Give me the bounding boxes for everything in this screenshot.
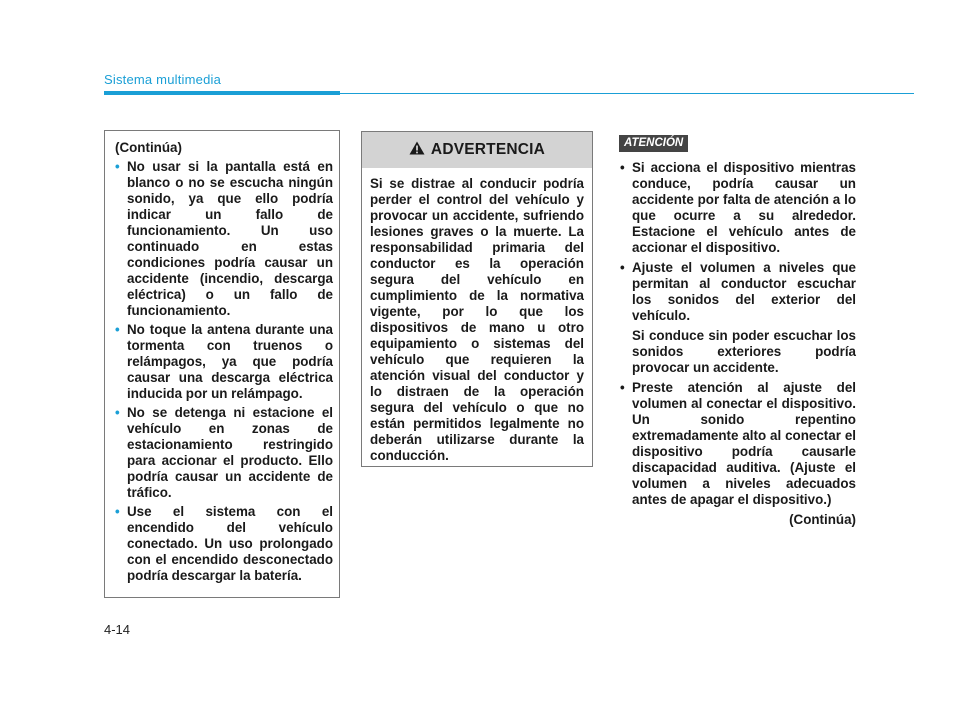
warning-triangle-icon — [409, 141, 425, 160]
warning-box — [361, 131, 593, 467]
bullet-icon: • — [620, 260, 625, 275]
warning-header — [362, 132, 592, 168]
page-number: 4-14 — [104, 622, 131, 637]
bullet-icon: • — [115, 405, 120, 420]
continued-bullets-box — [104, 130, 340, 598]
list-item-text: No usar si la pantalla está en blanco o no se escucha ningún sonido, ya que ello podría indicar un fallo de funcionamiento. Un uso continuado en estas condiciones podría causar un accidente (incendio, descarga eléctrica) o un fallo de funcionamiento. — [127, 159, 333, 318]
caution-badge: ATENCIÓN — [619, 135, 688, 152]
list-item — [619, 160, 856, 256]
header-rule-thick — [104, 91, 340, 95]
bullet-icon: • — [115, 159, 120, 174]
header-rule-thin — [340, 93, 914, 94]
list-item — [115, 159, 333, 319]
caution-list — [619, 160, 856, 508]
list-item-text: Ajuste el volumen a niveles que permitan al conductor escuchar los sonidos del exterior del vehículo. — [632, 260, 856, 323]
bullet-icon: • — [620, 160, 625, 175]
continuation-label: (Continúa) — [789, 512, 856, 527]
list-item — [619, 380, 856, 508]
list-item — [115, 405, 333, 501]
bullet-icon: • — [115, 322, 120, 337]
list-item — [115, 322, 333, 402]
caution-section — [619, 160, 856, 528]
section-title: Sistema multimedia — [104, 72, 222, 87]
list-item-text: Preste atención al ajuste del volumen al conectar el dispositivo. Un sonido repentino extremadamente alto al conectar el dispositivo podría causarle discapacidad auditiva. (Ajuste el volumen a niveles adecuados antes de apagar el dispositivo.) — [632, 380, 856, 507]
bullet-icon: • — [115, 504, 120, 519]
list-item-subtext: Si conduce sin poder escuchar los sonidos exteriores podría provocar un accidente. — [632, 328, 856, 375]
list-item-text: No toque la antena durante una tormenta con truenos o relámpagos, ya que podría causar una descarga eléctrica inducida por un relámpago. — [127, 322, 333, 401]
bullet-list — [115, 159, 333, 584]
continuation-label: (Continúa) — [115, 140, 182, 155]
list-item-text: Use el sistema con el encendido del vehículo conectado. Un uso prolongado con el encendido desconectado podría descargar la batería. — [127, 504, 333, 583]
list-item — [115, 504, 333, 584]
list-item-text: Si acciona el dispositivo mientras conduce, podría causar un accidente por falta de atención a lo que ocurre a su alrededor. Estacione el vehículo antes de accionar el dispositivo. — [632, 160, 856, 255]
list-item-text: No se detenga ni estacione el vehículo en zonas de estacionamiento restringido para accionar el producto. Ello podría causar un accidente de tráfico. — [127, 405, 333, 500]
warning-text: Si se distrae al conducir podría perder el control del vehículo y provocar un accidente, sufriendo lesiones graves o la muerte. La responsabilidad primaria del conductor es la operación segura del vehículo en cumplimiento de la normativa vigente, por lo que los dispositivos de mano u otro equipamiento o sistemas del vehículo que requieren la atención visual del conductor y lo distraen de la operación segura del vehículo o que no están permitidos legalmente no deberán utilizarse durante la conducción. — [370, 176, 584, 463]
list-item — [619, 260, 856, 376]
bullet-icon: • — [620, 380, 625, 395]
warning-title: ADVERTENCIA — [430, 141, 546, 158]
